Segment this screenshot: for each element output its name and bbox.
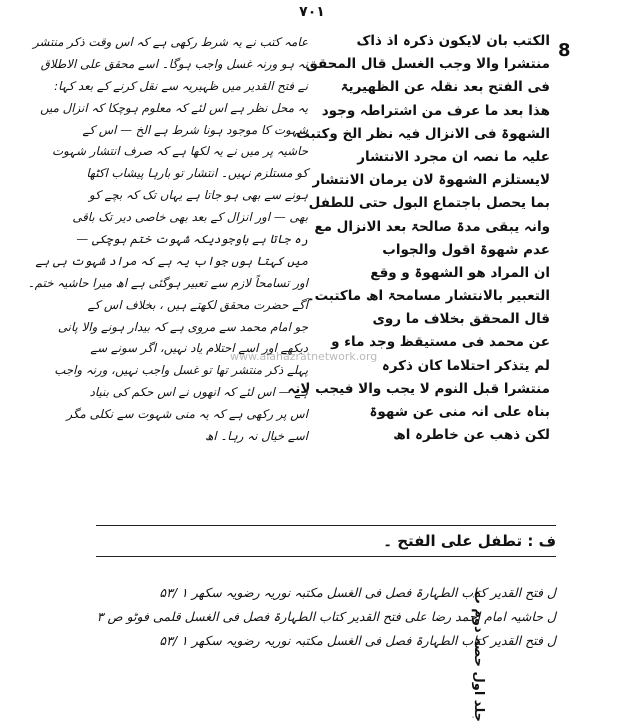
urdu-line: میں کہتا ہوں جواب یہ ہے کہ مراد شہوت ہی ہے <box>35 253 308 268</box>
arabic-line: عن محمد فی مستیقظ وجد ماء و <box>331 334 550 351</box>
urdu-line: دیکھے اور اسے احتلام یاد نہیں، اگر سونے سے <box>90 341 308 356</box>
urdu-line: کو مستلزم نہیں۔ انتشار تو بارہا پیشاب اکٹھا <box>86 166 308 181</box>
urdu-line: رہ جاتا ہے باوجودیکہ شہوت ختم ہوچکی — <box>76 232 308 247</box>
urdu-line: نے فتح القدیر میں ظہیریہ سے نقل کرنے کے بعد کہا: <box>54 78 308 93</box>
arabic-line: ان المراد ھو الشھوۃ و وقع <box>370 264 550 281</box>
arabic-line: التعبیر بالانتشار مسامحۃ اھ ماکتبت۔ <box>306 288 550 305</box>
urdu-line: ہے — اس لئے کہ انھوں نے اس حکم کی بنیاد <box>89 385 308 400</box>
footnote: ل حاشیہ امام احمد رضا علی فتح القدیر کتاب الطہارۃ فصل فی الغسل قلمی فوٹو ص ۳ <box>96 609 556 624</box>
arabic-line: عدم شھوۃ اقول والجواب <box>382 241 550 258</box>
urdu-line: شہوت کا موجود ہونا شرط ہے الخ — اس کے <box>82 122 308 137</box>
watermark: www.alahazratnetwork.org <box>230 350 378 363</box>
urdu-line: اور تسامحاً لازم سے تعبیر ہوگئی ہے اھ میرا حاشیہ ختم۔ <box>27 275 308 290</box>
arabic-line: بما یحصل باجتماع البول حتی للطفل <box>308 195 550 212</box>
urdu-line: اسے خیال نہ رہا۔ اھ <box>205 429 308 444</box>
urdu-line: نہ ہو ورنہ غسل واجب ہوگا۔ اسے محقق علی الاطلاق <box>40 56 308 71</box>
footnote-divider <box>96 525 556 526</box>
arabic-line: وانہ یبقی مدۃ صالحۃ بعد الانزال مع <box>314 218 550 235</box>
urdu-line: ہونے سے بھی ہو جاتا ہے یہاں تک کہ بچے کو <box>89 188 308 203</box>
arabic-line: الشھوۃ فی الانزال فیہ نظر الخ وکتبت <box>296 125 550 142</box>
urdu-line: حاشیہ پر میں نے یہ لکھا ہے کہ صرف انتشار شہوت <box>52 144 308 159</box>
footnote: ل فتح القدیر کتاب الطہارۃ فصل فی الغسل مکتبہ نوریہ رضویہ سکھر ۱ /۵۳ <box>159 633 556 648</box>
page-number: ۷۰۱ <box>299 4 325 20</box>
urdu-line: آگے حضرت محقق لکھتے ہیں ، بخلاف اس کے <box>87 297 308 312</box>
urdu-line: عامہ کتب نے یہ شرط رکھی ہے کہ اس وقت ذکر منتشر <box>33 35 308 49</box>
urdu-column <box>27 32 308 448</box>
footnote-divider-lower <box>96 556 556 557</box>
volume-label: جلد اول حصہ دوم ب <box>471 590 486 722</box>
arabic-line: منتشرا والا وجب الغسل قال المحقق <box>305 56 550 73</box>
urdu-line: پہلے ذکر منتشر تھا تو غسل واجب نہیں، ورنہ واجب <box>54 363 308 378</box>
arabic-line: منتشرا قبل النوم لا یجب والا فیجب لانہ <box>287 380 550 397</box>
arabic-line: بناہ علی انہ منی عن شھوۃ <box>369 404 550 420</box>
urdu-line: اس پر رکھی ہے کہ یہ منی شہوت سے نکلی مگر <box>66 407 308 422</box>
arabic-line: ھذا بعد ما عرف من اشتراطہ وجود <box>321 102 550 119</box>
arabic-line: قال المحقق بخلاف ما روی <box>372 311 550 328</box>
arabic-line: لایستلزم الشھوۃ لان یرمان الانتشار <box>312 172 550 189</box>
arabic-line: فی الفتح بعد نقلہ عن الظھیریۃ <box>340 79 550 96</box>
arabic-line: الکتب بان لایکون ذکرہ اذ ذاک <box>356 33 550 49</box>
arabic-line: لکن ذھب عن خاطرہ اھ <box>393 427 550 444</box>
margin-marker: 8 <box>558 40 571 61</box>
footnote: ل فتح القدیر کتاب الطہارۃ فصل فی الغسل مکتبہ نوریہ رضویہ سکھر ۱ /۵۳ <box>159 585 556 600</box>
arabic-line: علیہ ما نصہ ان مجرد الانتشار <box>357 148 550 165</box>
arabic-line: لم یتذکر احتلاما کان ذکرہ <box>381 357 550 374</box>
urdu-line: یہ محل نظر ہے اس لئے کہ معلوم ہوچکا کہ انزال میں <box>40 100 308 115</box>
urdu-line: بھی — اور انزال کے بعد بھی خاصی دیر تک باقی <box>72 210 308 225</box>
urdu-line: جو امام محمد سے مروی ہے کہ بیدار ہونے والا پانی <box>57 319 308 334</box>
footnote-heading: ف : تطفل علی الفتح ۔ <box>383 532 556 550</box>
